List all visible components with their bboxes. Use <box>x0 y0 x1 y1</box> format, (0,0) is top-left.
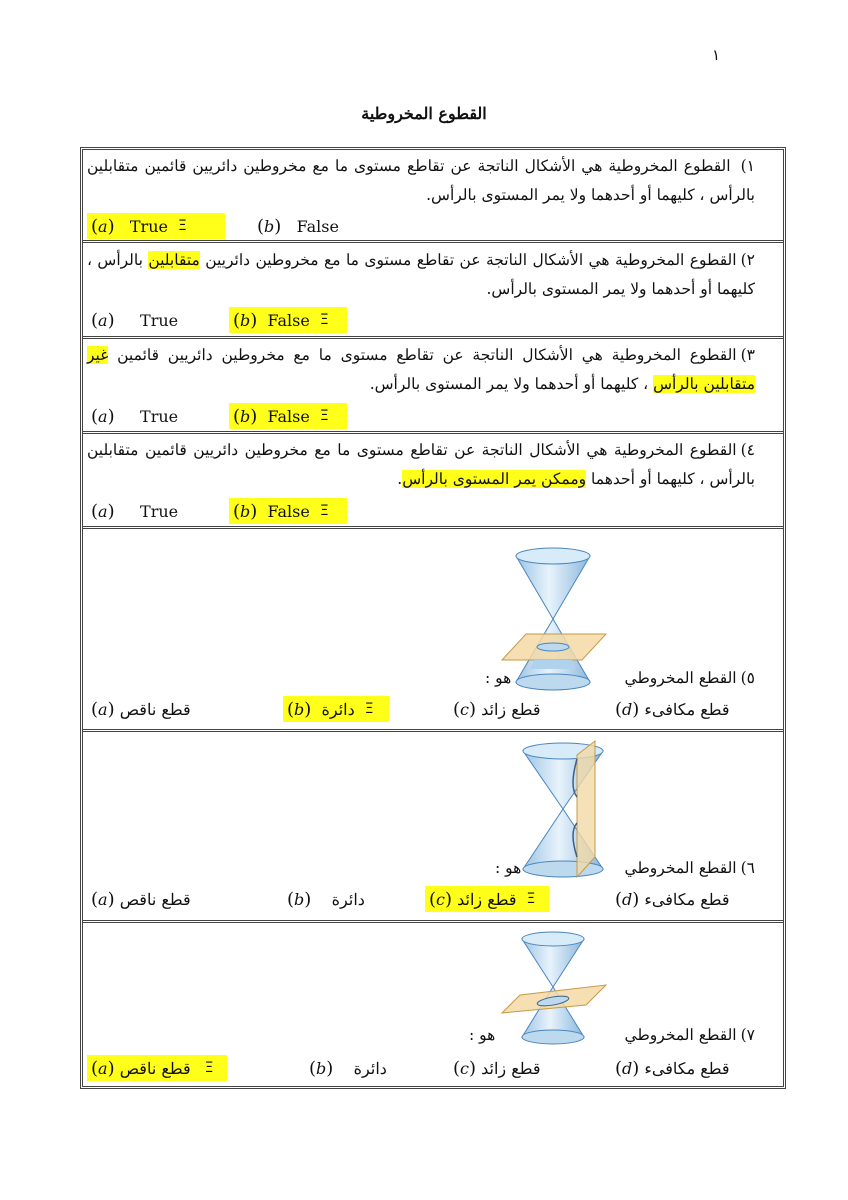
question-text: ٥)القطع المخروطي <box>624 669 755 687</box>
option-a[interactable]: ( a ) True Ξ <box>87 213 225 239</box>
option-a[interactable]: ( a ) قطع ناقص <box>91 698 191 720</box>
option-b[interactable]: ( b ) False Ξ <box>229 403 347 429</box>
question-row-1 <box>83 150 783 243</box>
option-c[interactable]: ( c ) قطع زائد Ξ <box>425 886 549 912</box>
option-a[interactable]: ( a ) True <box>91 309 179 331</box>
option-b[interactable]: ( b ) دائرة <box>309 1057 387 1079</box>
option-d[interactable]: ( d ) قطع مكافىء <box>615 1057 730 1079</box>
questions-table <box>80 147 786 1089</box>
question-text: ٧)القطع المخروطي <box>624 1026 755 1044</box>
cone-hyperbola-figure <box>513 737 613 887</box>
correct-mark-icon: Ξ <box>319 408 329 424</box>
option-b[interactable]: ( b ) False Ξ <box>229 498 347 524</box>
option-a[interactable]: ( a ) True <box>91 405 179 427</box>
option-c[interactable]: ( c ) قطع زائد <box>453 1057 541 1079</box>
question-is: هو : <box>495 859 522 877</box>
option-b[interactable]: ( b ) دائرة <box>287 888 365 910</box>
page-number: ١ <box>712 46 721 64</box>
question-is: هو : <box>485 669 512 687</box>
page-title: القطوع المخروطية <box>361 104 487 123</box>
correct-mark-icon: Ξ <box>319 503 329 519</box>
question-row-6 <box>83 732 783 923</box>
question-row-5 <box>83 529 783 732</box>
highlight: متقابلين <box>148 251 200 269</box>
question-text: ١) القطوع المخروطية هي الأشكال الناتجة عن تقاطع مستوى ما مع مخروطين دائريين قائمين متقابلين بالرأس ، كليهما أو أحدهما ولا يمر المستوى بالرأس. <box>87 157 755 204</box>
question-row-4 <box>83 434 783 529</box>
question-text: ٤)القطوع المخروطية هي الأشكال الناتجة عن تقاطع مستوى ما مع مخروطين دائريين قائمين متقابلين بالرأس ، كليهما أو أحدهما وممكن يمر المستوى بالرأس. <box>87 441 755 488</box>
correct-mark-icon: Ξ <box>204 1060 214 1076</box>
cone-circle-figure <box>498 544 608 694</box>
question-text: ٦)القطع المخروطي <box>624 859 755 877</box>
question-text: ٣)القطوع المخروطية هي الأشكال الناتجة عن تقاطع مستوى ما مع مخروطين دائريين قائمين غير متقابلين بالرأس ، كليهما أو أحدهما ولا يمر المستوى بالرأس. <box>87 346 755 393</box>
question-row-2 <box>83 243 783 339</box>
option-a[interactable]: ( a ) True <box>91 500 179 522</box>
highlight: وممكن يمر المستوى بالرأس <box>402 470 587 488</box>
option-b[interactable]: ( b ) دائرة Ξ <box>283 696 389 722</box>
highlight: غير متقابلين بالرأس <box>87 346 755 393</box>
question-is: هو : <box>469 1026 496 1044</box>
option-d[interactable]: ( d ) قطع مكافىء <box>615 888 730 910</box>
correct-mark-icon: Ξ <box>319 312 329 328</box>
correct-mark-icon: Ξ <box>177 218 187 234</box>
correct-mark-icon: Ξ <box>364 701 374 717</box>
correct-mark-icon: Ξ <box>526 891 536 907</box>
question-row-7 <box>83 923 783 1089</box>
option-d[interactable]: ( d ) قطع مكافىء <box>615 698 730 720</box>
cone-ellipse-figure <box>498 929 608 1049</box>
question-row-3 <box>83 339 783 434</box>
option-a[interactable]: ( a ) قطع ناقص <box>91 888 191 910</box>
option-b[interactable]: ( b ) False <box>257 215 339 237</box>
option-c[interactable]: ( c ) قطع زائد <box>453 698 541 720</box>
option-a[interactable]: ( a ) قطع ناقص Ξ <box>87 1055 227 1081</box>
option-b[interactable]: ( b ) False Ξ <box>229 307 347 333</box>
question-text: ٢)القطوع المخروطية هي الأشكال الناتجة عن تقاطع مستوى ما مع مخروطين دائريين متقابلين بالرأس ، كليهما أو أحدهما ولا يمر المستوى بالرأس. <box>87 251 755 298</box>
